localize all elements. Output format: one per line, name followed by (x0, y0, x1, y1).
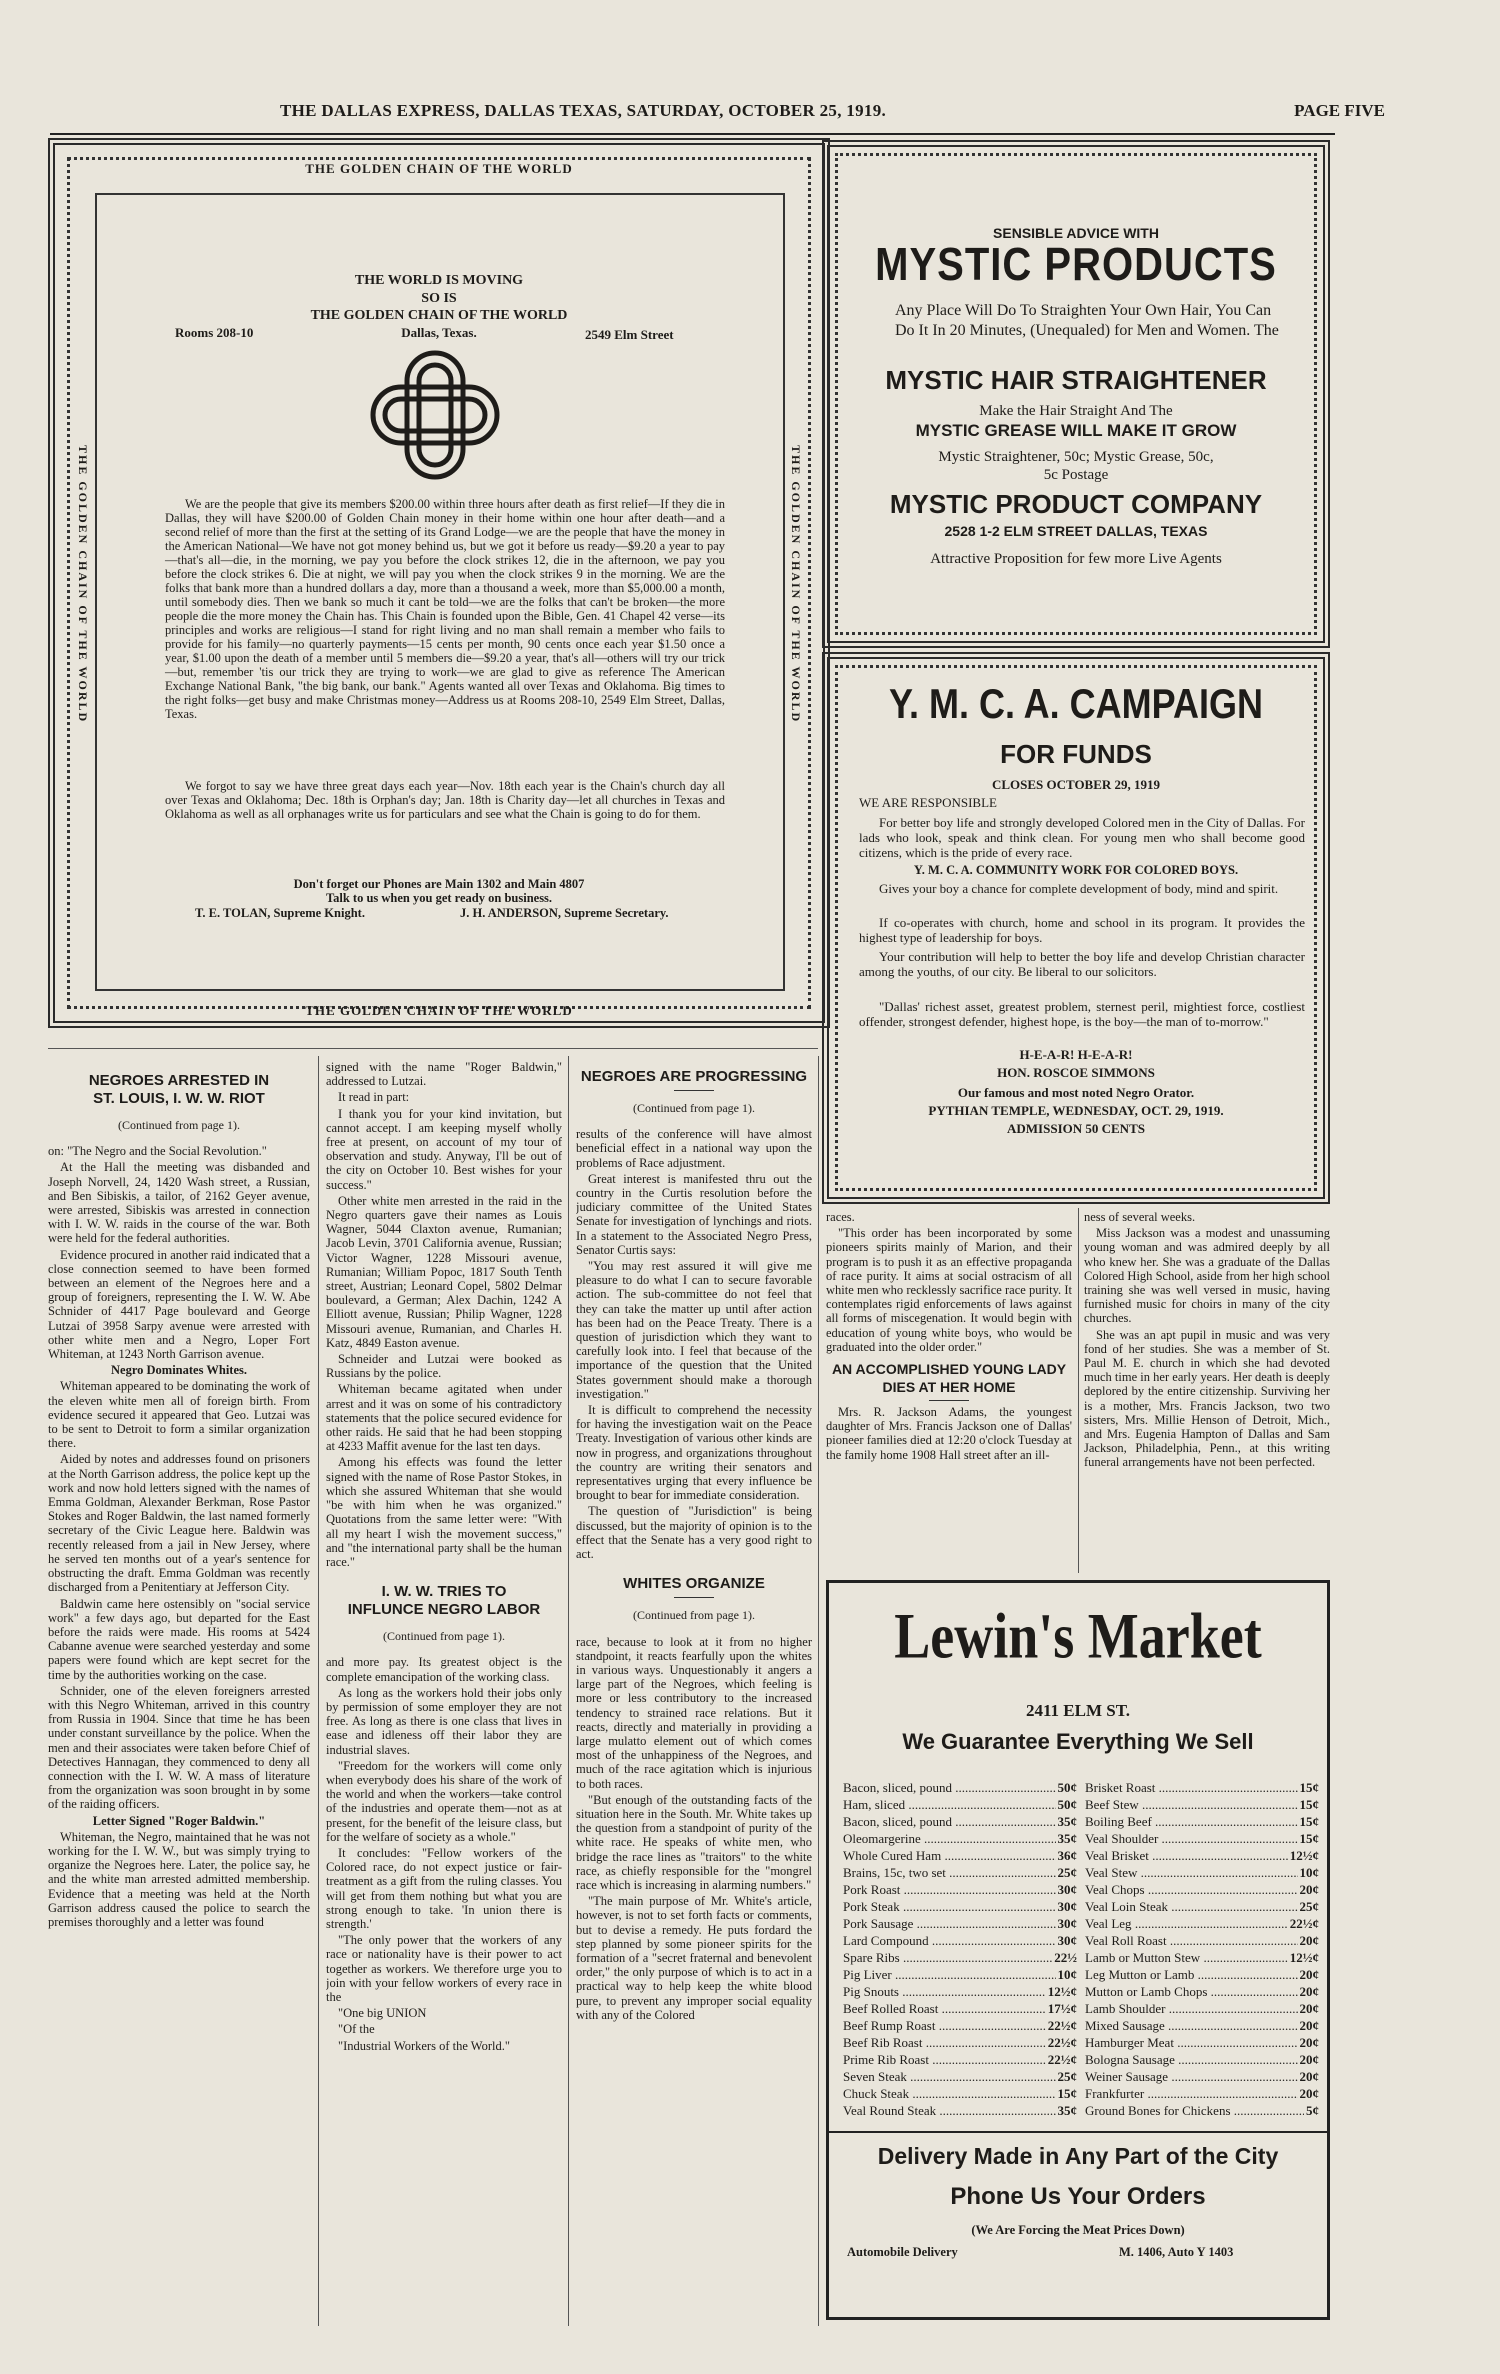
golden-chain-ad (48, 138, 830, 1028)
paragraph: Schneider and Lutzai were booked as Russians by the police. (326, 1352, 562, 1381)
paragraph: Whiteman appeared to be dominating the work of the eleven white men all of foreign birth. From evidence secured it appeared that Geo. Lutzai was to be sent to Detroit to form a similar organization there. (48, 1379, 310, 1451)
price-item-name: Whole Cured Ham ..... (843, 1847, 1056, 1864)
price-item-name: Veal Chops ..... (1085, 1881, 1298, 1898)
price-row (1085, 1949, 1319, 1966)
ymca-responsible: WE ARE RESPONSIBLE (859, 795, 997, 810)
price-row (843, 1915, 1077, 1932)
price-row (843, 1847, 1077, 1864)
price-item-price: 20¢ (1299, 1984, 1319, 1999)
paragraph: Among his effects was found the letter signed with the name of Rose Pastor Stokes, in which she assured Whiteman that she would "be with him when he was organized." Quotations from the same letter were: "With all my heart I wish the movement success," and "the international party shall be the human race." (326, 1455, 562, 1569)
price-item-price: 30¢ (1057, 1916, 1077, 1931)
price-list-right (1085, 1779, 1319, 2119)
price-row (843, 1779, 1077, 1796)
lewin-forcing: (We Are Forcing the Meat Prices Down) (971, 2223, 1185, 2237)
price-row (843, 2051, 1077, 2068)
price-item-name: Mixed Sausage ..... (1085, 2017, 1298, 2034)
paragraph: Schnider, one of the eleven foreigners arrested with this Negro Whiteman, arrived in this country from Russia in 1904. Since that time he has been under constant surveillance by the police. When the men and their associates were taken before Chief of Detectives Hannagan, they commenced to deny all connection with the I. W. W. A mass of literature from the organization was soon brought in by some of the raiding officers. (48, 1683, 310, 1812)
continued-note: (Continued from page 1). (633, 1608, 755, 1623)
price-row (843, 1864, 1077, 1881)
ymca-paragraph-5: "Dallas' richest asset, greatest problem, sternest peril, mightiest force, costliest offender, strongest defender, highest hope, is the boy—the man of to-morrow." (859, 999, 1305, 1029)
chain-motto-3: THE GOLDEN CHAIN OF THE WORLD (310, 308, 568, 323)
price-item-name: Seven Steak ..... (843, 2068, 1056, 2085)
price-row (1085, 1983, 1319, 2000)
price-item-price: 22½¢ (1289, 1916, 1319, 1931)
paragraph: As long as the workers hold their jobs only by permission of some employer they are not free. As long as there is one class that lives in ease and idleness off their labor they are industrial slaves. (326, 1685, 562, 1757)
price-item-price: 30¢ (1057, 1899, 1077, 1914)
price-row (1085, 1881, 1319, 1898)
chain-paragraph-1: We are the people that give its members $200.00 within three hours after death as first relief—If they die in Dallas, they will have $200.00 of Golden Chain money in their home within one hour after death—and a second relief of more than the first at the setting of its Grand Lodge—we are the people that have the money in the American National—We have not got money behind us, but we got it before us ready—$9.20 a year to pay—that's all—die, in the morning, we pay you before the clock strikes 12, die in the afternoon, we pay you before the clock strikes 6. Die at night, we will pay you when the clock strikes 9 in the morning. We are the folks that bank more than a hundred dollars a day, more than a thousand a week, more than $5,000.00 a month, until somebody dies. Then we bank so much it cant be told—we are the folks that can't be broken—the more people die the more money the Chain has. This Chain is founded upon the Bible, Gen. 41 Chapel 42 verse—its principles and works are religious—I stand for right living and no man shall remain a member who fails to provide for his family—no quarterly payments—15 cents per month, 90 cents once each year $1.50 once a year, $1.00 upon the death of a member until 5 members die—$9.20 a year, that's all—others will try our trick—but, remember 'tis our trick they are trying to work—we are glad to give as reference The American Exchange National Bank, "the big bank, our bank." Agents wanted all over Texas and Oklahoma. Big times to the right folks—get busy and make Christmas money—Address us at Rooms 208-10, 2549 Elm Street, Dallas, Texas. (165, 497, 725, 721)
price-item-name: Veal Round Steak ..... (843, 2102, 1056, 2119)
subheading: Letter Signed "Roger Baldwin." (92, 1813, 266, 1828)
paragraph: "Freedom for the workers will come only when everybody does his share of the work of the world and when the workers—take control of the industries and operate them—not as at present, for the benefit of the leisure class, but for the welfare of society as a whole." (326, 1758, 562, 1844)
price-item-name: Beef Rump Roast ..... (843, 2017, 1046, 2034)
price-item-price: 50¢ (1057, 1780, 1077, 1795)
price-item-price: 35¢ (1057, 1831, 1077, 1846)
price-row (1085, 1966, 1319, 1983)
article-headline: AN ACCOMPLISHED YOUNG LADY DIES AT HER HOME (831, 1361, 1067, 1396)
price-item-price: 15¢ (1299, 1814, 1319, 1829)
paragraph: I thank you for your kind invitation, but cannot accept. I am keeping myself wholly free at present, on account of my tour of observation and study. Anyway, I'll be out of the city on October 10. Best wishes for your success." (326, 1106, 562, 1192)
price-row (843, 1932, 1077, 1949)
price-item-price: 15¢ (1299, 1797, 1319, 1812)
price-item-price: 35¢ (1057, 2103, 1077, 2118)
article-headline: WHITES ORGANIZE (623, 1575, 765, 1593)
price-row (843, 2102, 1077, 2119)
paragraph: "But enough of the outstanding facts of the situation here in the South. Mr. White takes up the question from a standpoint of purity of the white race. He speaks of white men, who bridge the race lines as "traitors" to the white race, as chiefly responsible for the "mongrel race which is increasing in alarming numbers." (576, 1792, 812, 1892)
mystic-prices: Mystic Straightener, 50c; Mystic Grease, 50c, (938, 449, 1214, 465)
price-item-name: Weiner Sausage ..... (1085, 2068, 1298, 2085)
mystic-grease-line: MYSTIC GREASE WILL MAKE IT GROW (915, 421, 1237, 440)
price-row (1085, 1847, 1319, 1864)
price-item-price: 12½¢ (1289, 1950, 1319, 1965)
price-item-name: Lamb or Mutton Stew ..... (1085, 1949, 1288, 1966)
column-rule-3 (818, 1056, 819, 2326)
paragraph: It is difficult to comprehend the necessity for having the investigation wait on the Peace Treaty. Investigation of various other kinds are now in progress, and organizations throughout the country are writing their senators and representatives urging that every influence be brought to bear for immediate consideration. (576, 1403, 812, 1503)
paragraph: and more pay. Its greatest object is the complete emancipation of the working class. (326, 1655, 562, 1684)
price-item-name: Pork Roast ..... (843, 1881, 1056, 1898)
price-item-name: Pork Sausage ..... (843, 1915, 1056, 1932)
paragraph: "Industrial Workers of the World." (338, 2038, 510, 2053)
ymca-venue: PYTHIAN TEMPLE, WEDNESDAY, OCT. 29, 1919. (928, 1103, 1224, 1118)
paragraph: Evidence procured in another raid indicated that a close connection seemed to have been formed between an element of the Negroes here and a group of foreigners, representing the I. W. W. Abe Schnider of 4417 Page boulevard and George Lutzai of 3958 Sarpy avenue were arrested with other white men and a Negro, Loper Fort Whiteman, at 1243 North Garrison avenue. (48, 1247, 310, 1362)
masthead-title: THE DALLAS EXPRESS, DALLAS TEXAS, SATURDAY, OCTOBER 25, 1919. (280, 101, 887, 120)
price-item-name: Lamb Shoulder ..... (1085, 2000, 1298, 2017)
paragraph: races. (826, 1210, 855, 1224)
price-list-left (843, 1779, 1077, 2119)
price-item-price: 50¢ (1057, 1797, 1077, 1812)
ymca-closes: CLOSES OCTOBER 29, 1919 (991, 777, 1161, 792)
price-row (1085, 1779, 1319, 1796)
price-item-name: Oleomargerine ..... (843, 1830, 1056, 1847)
price-item-name: Veal Leg ..... (1085, 1915, 1288, 1932)
price-item-price: 15¢ (1057, 2086, 1077, 2101)
ymca-work: Y. M. C. A. COMMUNITY WORK FOR COLORED BOYS. (913, 863, 1239, 877)
column-5-article (1084, 1210, 1330, 1570)
ymca-admission: ADMISSION 50 CENTS (1007, 1121, 1145, 1136)
ymca-campaign-ad (822, 652, 1330, 1204)
price-row (1085, 2102, 1319, 2119)
price-item-price: 30¢ (1057, 1933, 1077, 1948)
price-item-price: 20¢ (1299, 2035, 1319, 2050)
price-item-name: Veal Loin Steak ..... (1085, 1898, 1298, 1915)
chain-rooms: Rooms 208-10 (175, 325, 254, 340)
mystic-straightener-headline: MYSTIC HAIR STRAIGHTENER (885, 365, 1267, 395)
lewin-slogan: We Guarantee Everything We Sell (902, 1729, 1254, 1754)
paragraph: The question of "Jurisdiction" is being discussed, but the majority of opinion is to the effect that the Senate has a very good right to act. (576, 1504, 812, 1562)
price-row (843, 1949, 1077, 1966)
price-row (843, 1813, 1077, 1830)
chain-secretary: J. H. ANDERSON, Supreme Secretary. (460, 906, 669, 920)
continued-note: (Continued from page 1). (383, 1629, 505, 1644)
ymca-paragraph-3: If co-operates with church, home and school in its program. It provides the highest type of leadership for boys. (859, 915, 1305, 945)
price-item-price: 30¢ (1057, 1882, 1077, 1897)
ymca-paragraph-1: For better boy life and strongly developed Colored men in the City of Dallas. For lads who look, speak and think clean. For young men who shall become good citizens, which is the pride of every race. (859, 815, 1305, 860)
price-item-price: 25¢ (1299, 1899, 1319, 1914)
lewin-delivery: Delivery Made in Any Part of the City (877, 2143, 1279, 2169)
chain-border-title-top: THE GOLDEN CHAIN OF THE WORLD (305, 161, 573, 176)
price-rule (829, 2131, 1327, 2133)
price-row (1085, 1813, 1319, 1830)
ymca-hear: H-E-A-R! H-E-A-R! (1019, 1047, 1133, 1062)
price-item-price: 17½¢ (1047, 2001, 1077, 2016)
price-row (1085, 2017, 1319, 2034)
price-item-name: Veal Shoulder ..... (1085, 1830, 1298, 1847)
paragraph: Whiteman, the Negro, maintained that he was not working for the I. W. W., but was simply trying to organize the Negroes here. Later, the police say, he and the white man arrested admitted membership. Evidence that a meeting was held at the North Garrison address caused the police to search the premises thoroughly and a letter was found (48, 1829, 310, 1929)
price-item-name: Prime Rib Roast ..... (843, 2051, 1046, 2068)
paragraph: signed with the name "Roger Baldwin," addressed to Lutzai. (326, 1060, 562, 1089)
price-item-price: 36¢ (1057, 1848, 1077, 1863)
price-item-price: 12½¢ (1047, 1984, 1077, 1999)
masthead (50, 95, 1385, 135)
column-rule-1 (318, 1056, 319, 2326)
price-item-name: Spare Ribs ..... (843, 1949, 1052, 1966)
price-item-name: Veal Brisket ..... (1085, 1847, 1288, 1864)
price-row (1085, 1830, 1319, 1847)
chain-motto-1: THE WORLD IS MOVING (354, 273, 524, 288)
price-item-price: 20¢ (1299, 1967, 1319, 1982)
price-row (843, 1983, 1077, 2000)
paragraph: It read in part: (338, 1090, 410, 1105)
price-item-price: 20¢ (1299, 2018, 1319, 2033)
mystic-make-line: Make the Hair Straight And The (979, 403, 1173, 419)
price-row (843, 2034, 1077, 2051)
price-item-price: 22½¢ (1047, 2052, 1077, 2067)
price-item-price: 22½¢ (1047, 2035, 1077, 2050)
mystic-agents: Attractive Proposition for few more Live Agents (930, 551, 1222, 567)
page-number: PAGE FIVE (1294, 101, 1385, 120)
ymca-paragraph-2: Gives your boy a chance for complete development of body, mind and spirit. (879, 881, 1279, 896)
price-item-name: Beef Stew ..... (1085, 1796, 1298, 1813)
paragraph: "One big UNION (338, 2006, 427, 2021)
price-item-price: 10¢ (1299, 1865, 1319, 1880)
ymca-paragraph-4: Your contribution will help to better the boy life and develop Christian character among the youths, of our city. Be liberal to our solicitors. (859, 949, 1305, 979)
mystic-headline: MYSTIC PRODUCTS (875, 239, 1277, 291)
article-headline: I. W. W. TRIES TO INFLUNCE NEGRO LABOR (347, 1583, 541, 1619)
headline-rule (674, 1597, 714, 1598)
price-item-price: 15¢ (1299, 1780, 1319, 1795)
chain-talk: Talk to us when you get ready on business. (325, 891, 553, 905)
column-4-article (826, 1210, 1072, 1570)
price-item-name: Hamburger Meat ..... (1085, 2034, 1298, 2051)
price-item-price: 22½¢ (1047, 2018, 1077, 2033)
price-row (843, 1898, 1077, 1915)
paragraph: It concludes: "Fellow workers of the Colored race, do not expect justice or fair-treatment as a gift from the ruling classes. You will get from them nothing but what you are strong enough to take. 'In union there is strength.' (326, 1845, 562, 1931)
price-row (1085, 2068, 1319, 2085)
ymca-speaker: HON. ROSCOE SIMMONS (997, 1065, 1155, 1080)
chain-motto-2: SO IS (421, 291, 457, 306)
price-item-name: Veal Roll Roast ..... (1085, 1932, 1298, 1949)
mystic-kicker: SENSIBLE ADVICE WITH (993, 225, 1159, 241)
paragraph: "The only power that the workers of any race or nationality have is their power to act together as workers. We therefore urge you to join with your fellow workers of every race in the (326, 1933, 562, 2004)
chain-border-title-right: THE GOLDEN CHAIN OF THE WORLD (789, 445, 803, 724)
price-item-price: 25¢ (1057, 2069, 1077, 2084)
price-row (843, 1881, 1077, 1898)
price-item-name: Veal Stew ..... (1085, 1864, 1298, 1881)
ymca-orator: Our famous and most noted Negro Orator. (957, 1085, 1195, 1100)
paragraph: "This order has been incorporated by some pioneers spirits mainly of Marion, and their program is to push it as an effective propaganda of race purity. It aims at social ostracism of all white men who recklessly sacrifice race purity. It contemplates rigid enforcements of laws against all forms of miscegenation. It would begin with education of young white boys, who would be graduated into the older order." (826, 1226, 1072, 1354)
paragraph: race, because to look at it from no higher standpoint, it reacts fearfully upon the whites in various ways. Unquestionably it angers a large part of the Negroes, which feeling is more or less contributory to the increased tendency to strained race relations. But it reacts, directly and materially in providing a large mulatto element out of which comes most of the unhappiness of the Negroes, and much of the race agitation which is injurious to both races. (576, 1634, 812, 1791)
article-headline: NEGROES ARRESTED IN ST. LOUIS, I. W. W. RIOT (88, 1072, 270, 1107)
price-row (843, 2068, 1077, 2085)
mystic-address: 2528 1-2 ELM STREET DALLAS, TEXAS (944, 523, 1208, 539)
paragraph: "The main purpose of Mr. White's article, however, is not to set forth facts or comments, but to devise a remedy. He puts fordard the step planned by some pioneer spirits for the formation of a "secret fraternal and benevolent order," the only purpose of which is to act in a practical way to help keep the white blood pure, to prevent any improper social equality with any of the Colored (576, 1894, 812, 2022)
price-item-price: 10¢ (1057, 1967, 1077, 1982)
price-row (1085, 1864, 1319, 1881)
column-rule-2 (568, 1056, 569, 2326)
price-item-name: Beef Rib Roast ..... (843, 2034, 1046, 2051)
continued-note: (Continued from page 1). (633, 1101, 755, 1115)
chain-knot-logo (355, 345, 515, 485)
continued-note: (Continued from page 1). (118, 1118, 240, 1132)
price-item-name: Ground Bones for Chickens ..... (1085, 2102, 1304, 2119)
article-headline: NEGROES ARE PROGRESSING (580, 1068, 808, 1085)
price-item-name: Frankfurter ..... (1085, 2085, 1298, 2102)
paragraph: results of the conference will have almost beneficial effect in a national way upon the problems of Race adjustment. (576, 1127, 812, 1170)
lewins-market-ad (826, 1580, 1330, 2320)
section-rule (48, 1048, 818, 1049)
price-row (1085, 2085, 1319, 2102)
price-item-price: 20¢ (1299, 2001, 1319, 2016)
headline-rule (674, 1090, 714, 1091)
paragraph: Mrs. R. Jackson Adams, the youngest daughter of Mrs. Francis Jackson one of Dallas' pioneer families died at 12:20 o'clock Tuesday at the family home 1908 Hall street after an ill- (826, 1405, 1072, 1462)
mystic-postage: 5c Postage (1043, 467, 1109, 483)
lewin-address: 2411 ELM ST. (1025, 1701, 1131, 1720)
price-row (1085, 2051, 1319, 2068)
lewin-auto-delivery: Automobile Delivery (847, 2245, 958, 2259)
price-item-name: Beef Rolled Roast ..... (843, 2000, 1046, 2017)
price-item-price: 25¢ (1057, 1865, 1077, 1880)
ymca-headline: Y. M. C. A. CAMPAIGN (888, 679, 1263, 727)
price-item-name: Bologna Sausage ..... (1085, 2051, 1298, 2068)
lewin-phone: Phone Us Your Orders (950, 2183, 1206, 2210)
price-item-price: 20¢ (1299, 1933, 1319, 1948)
price-row (1085, 1898, 1319, 1915)
price-item-price: 20¢ (1299, 2086, 1319, 2101)
paragraph: At the Hall the meeting was disbanded and Joseph Norvell, 24, 1420 Wash street, a Russian, and Ben Sibiskis, a tailor, of 2162 Geyer avenue, were arrested, Sibiskis was arrested in connection with I. W. W. raids in the course of the war. Both were held for the federal authorities. (48, 1160, 310, 1246)
price-row (1085, 2034, 1319, 2051)
price-item-name: Boiling Beef ..... (1085, 1813, 1298, 1830)
paragraph: on: "The Negro and the Social Revolution." (48, 1144, 267, 1159)
price-row (843, 1830, 1077, 1847)
column-1-article (48, 1066, 310, 2326)
paragraph: ness of several weeks. (1084, 1210, 1196, 1224)
price-row (1085, 1796, 1319, 1813)
chain-border-title-bottom: THE GOLDEN CHAIN OF THE WORLD (305, 1003, 573, 1018)
headline-rule (929, 1400, 969, 1401)
column-2-article (326, 1060, 562, 2326)
chain-knight: T. E. TOLAN, Supreme Knight. (195, 906, 365, 920)
price-item-price: 15¢ (1299, 1831, 1319, 1846)
price-item-price: 5¢ (1306, 2103, 1319, 2118)
chain-border-title-left: THE GOLDEN CHAIN OF THE WORLD (76, 445, 90, 724)
price-item-price: 20¢ (1299, 2052, 1319, 2067)
paragraph: Baldwin came here ostensibly on "social service work" a few days ago, but departed for the East before the raids were made. His rooms at 5424 Cabanne avenue were searched yesterday and some papers were found which are kept secret for the time by the authorities working on the case. (48, 1596, 310, 1682)
price-item-name: Bacon, sliced, pound ..... (843, 1813, 1056, 1830)
price-row (843, 2000, 1077, 2017)
price-row (843, 2085, 1077, 2102)
paragraph: "You may rest assured it will give me pleasure to do what I can to secure favorable action. The sub-committee do not feel that they can take the matter up until after action has been had on the Peace Treaty. There is a question of jurisdiction which they want to carefully look into. I feel that because of the importance of the question that the United States government should make a thorough investigation." (576, 1259, 812, 1401)
price-item-price: 20¢ (1299, 1882, 1319, 1897)
chain-street: 2549 Elm Street (585, 327, 674, 342)
mystic-products-ad (822, 140, 1330, 648)
price-item-name: Pig Snouts ..... (843, 1983, 1046, 2000)
chain-city: Dallas, Texas. (401, 325, 477, 340)
price-row (843, 1966, 1077, 1983)
price-item-name: Pork Steak ..... (843, 1898, 1056, 1915)
price-item-price: 12½¢ (1289, 1848, 1319, 1863)
price-item-name: Brains, 15c, two set ..... (843, 1864, 1056, 1881)
price-row (1085, 1915, 1319, 1932)
paragraph: Other white men arrested in the raid in the Negro quarters gave their names as Louis Wagner, 5044 Claxton avenue, Rumanian; Jacob Levin, 3701 California avenue, Russian; Victor Wagner, 1228 Missouri avenue, Rumanian; William Popoc, 1817 South Tenth street, Austrian; Leonard Copel, 5802 Delmar boulevard, a German; Alex Dachin, 1242 A Elliott avenue, Russian; Philip Wagner, 1228 Missouri avenue, Rumanian, and Charles H. Katz, 4849 Easton avenue. (326, 1193, 562, 1350)
price-row (843, 2017, 1077, 2034)
price-row (1085, 2000, 1319, 2017)
price-item-name: Bacon, sliced, pound ..... (843, 1779, 1056, 1796)
paragraph: Aided by notes and addresses found on prisoners at the North Garrison address, the police kept up the work and now hold letters signed with the names of Emma Goldman, Alexander Berkman, Rose Pastor Stokes and Roger Baldwin, the last named formerly secretary of the Civic League here. Baldwin was recently released from a jail in New Jersey, where he served ten months out of a year's sentence for obstructing the draft. Emma Goldman was recently discharged from a Penitentiary at Jefferson City. (48, 1452, 310, 1595)
price-item-price: 35¢ (1057, 1814, 1077, 1829)
price-row (843, 1796, 1077, 1813)
column-3-article (576, 1062, 812, 2326)
mystic-body: Any Place Will Do To Straighten Your Own Hair, You Can Do It In 20 Minutes, (Unequaled) for Men and Women. The (895, 302, 1279, 339)
subheading: Negro Dominates Whites. (111, 1363, 247, 1378)
price-item-name: Brisket Roast ..... (1085, 1779, 1298, 1796)
mystic-company: MYSTIC PRODUCT COMPANY (889, 489, 1263, 519)
paragraph: Miss Jackson was a modest and unassuming young woman and was admired deeply by all who knew her. She was a graduate of the Dallas Colored High School, aside from her high school training she was well versed in music, having furnished music for choirs in many of the city churches. (1084, 1226, 1330, 1326)
chain-phones: Don't forget our Phones are Main 1302 and Main 4807 (293, 877, 585, 891)
lewin-title: Lewin's Market (894, 1600, 1262, 1672)
price-item-name: Lard Compound ..... (843, 1932, 1056, 1949)
price-item-name: Pig Liver ..... (843, 1966, 1056, 1983)
price-item-name: Mutton or Lamb Chops ..... (1085, 1983, 1298, 2000)
price-item-name: Chuck Steak ..... (843, 2085, 1056, 2102)
paragraph: She was an apt pupil in music and was very fond of her studies. She was a member of St. Paul M. E. church in which she had devoted much time in her early years. Her death is deeply deplored by the entire citizenship. Surviving her is a mother, Mrs. Francis Jackson, two two sisters, Mrs. Millie Henson of Detroit, Mich., and Mrs. Eugenia Hampton of Dallas and Sam Jackson, Philadelphia, Penn., at this writing funeral arrangements have not been perfected. (1084, 1327, 1330, 1470)
price-item-name: Leg Mutton or Lamb ..... (1085, 1966, 1298, 1983)
price-item-price: 20¢ (1299, 2069, 1319, 2084)
ymca-sub: FOR FUNDS (1000, 739, 1152, 769)
paragraph: Whiteman became agitated when under arrest and it was on some of his contradictory statements that the police secured evidence for other raids. He said that he had been stopping at 4233 Maffit avenue for the last ten days. (326, 1382, 562, 1454)
column-rule-4 (1078, 1208, 1079, 1573)
price-item-name: Ham, sliced ..... (843, 1796, 1056, 1813)
lewin-phones: M. 1406, Auto Y 1403 (1119, 2245, 1234, 2259)
paragraph: Great interest is manifested thru out the country in the Curtis resolution before the judiciary committee of the United States Senate for investigation of lynchings and riots. In a statement to the Associated Negro Press, Senator Curtis says: (576, 1171, 812, 1257)
price-item-price: 22½ (1054, 1950, 1077, 1965)
price-row (1085, 1932, 1319, 1949)
paragraph: "Of the (338, 2022, 375, 2037)
chain-paragraph-2: We forgot to say we have three great days each year—Nov. 18th each year is the Chain's church day all over Texas and Oklahoma; Dec. 18th is Orphan's day; Jan. 18th is Charity day—let all churches in Texas and Oklahoma as well as all orphanages write us for particulars and see what the Chain is going to do for them. (165, 779, 725, 821)
